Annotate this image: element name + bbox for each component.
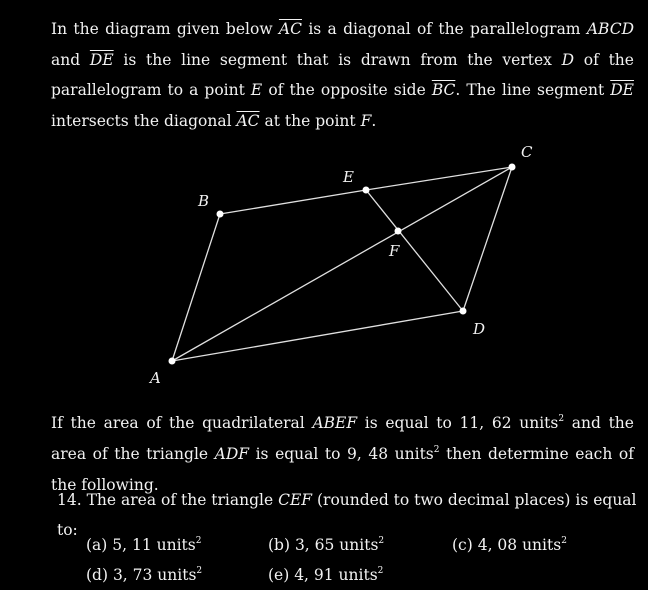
given-text: and the area of the triangle [51,414,634,463]
intro-text: at the point [264,111,356,130]
point-a-dot [169,358,176,365]
option-c[interactable] [452,530,567,560]
superscript: 2 [433,445,440,455]
point-d-dot [460,308,467,315]
segment-de: $\overline{DE}$ [89,50,114,69]
segment-de: $\overline{DE}$ [610,81,634,99]
given-text: is equal to 11, 62 units [364,414,559,432]
question-text: 14. The area of the triangle [57,491,274,509]
side-ab [172,214,220,361]
option-a[interactable] [86,530,201,560]
intro-text: and [51,50,81,69]
intro-text: of the opposite side [268,81,426,99]
label-f: F [389,242,400,260]
intro-text: . [371,111,377,130]
segment-de-line [366,190,463,311]
triangle-name: CEF [278,491,313,509]
given-text: If the area of the quadrilateral [51,414,305,432]
point-f: F [360,111,372,130]
side-cd [463,167,512,311]
label-b: B [198,192,210,210]
triangle-name: ADF [214,445,250,463]
intro-text: is a diagonal of the parallelogram [308,20,581,38]
label-d: D [473,320,486,338]
intro-text: is the line segment that is drawn from the vertex [123,50,552,69]
option-label: (e) 4, 91 units [268,566,378,584]
option-d[interactable] [86,560,202,590]
superscript: 2 [378,536,385,546]
label-a: A [150,369,161,387]
segment-ac: $\overline{AC}$ [278,20,302,38]
superscript: 2 [195,536,202,546]
superscript: 2 [196,566,203,576]
superscript: 2 [558,414,565,424]
option-b[interactable] [268,530,384,560]
label-e: E [343,168,354,186]
vertex-d: D [561,50,575,69]
point-b-dot [217,211,224,218]
question-text: (rounded to two decimal places) is equal to: [57,491,637,539]
intro-text: . The line segment [455,81,605,99]
option-label: (b) 3, 65 units [268,536,379,554]
side-ec [366,167,512,190]
intro-text: of the parallelogram to a point [51,50,634,99]
segment-ac: $\overline{AC}$ [236,111,260,130]
point-e-dot [363,187,370,194]
label-c: C [521,143,533,161]
superscript: 2 [377,566,384,576]
point-e: E [250,81,263,99]
side-be [220,190,366,214]
quadrilateral-name: ABEF [312,414,358,432]
option-label: (a) 5, 11 units [86,536,196,554]
parallelogram-name: ABCD [586,20,635,38]
intro-text: intersects the diagonal [51,111,232,130]
given-text: then determine each of the following. [51,445,634,494]
superscript: 2 [561,536,567,546]
given-text: is equal to 9, 48 units [255,445,434,463]
option-e[interactable] [268,560,383,590]
option-label: (d) 3, 73 units [86,566,197,584]
point-c-dot [509,164,516,171]
intro-text: In the diagram given below [51,20,273,38]
point-f-dot [395,228,402,235]
option-label: (c) 4, 08 units [452,536,562,554]
segment-bc: $\overline{BC}$ [431,81,456,99]
